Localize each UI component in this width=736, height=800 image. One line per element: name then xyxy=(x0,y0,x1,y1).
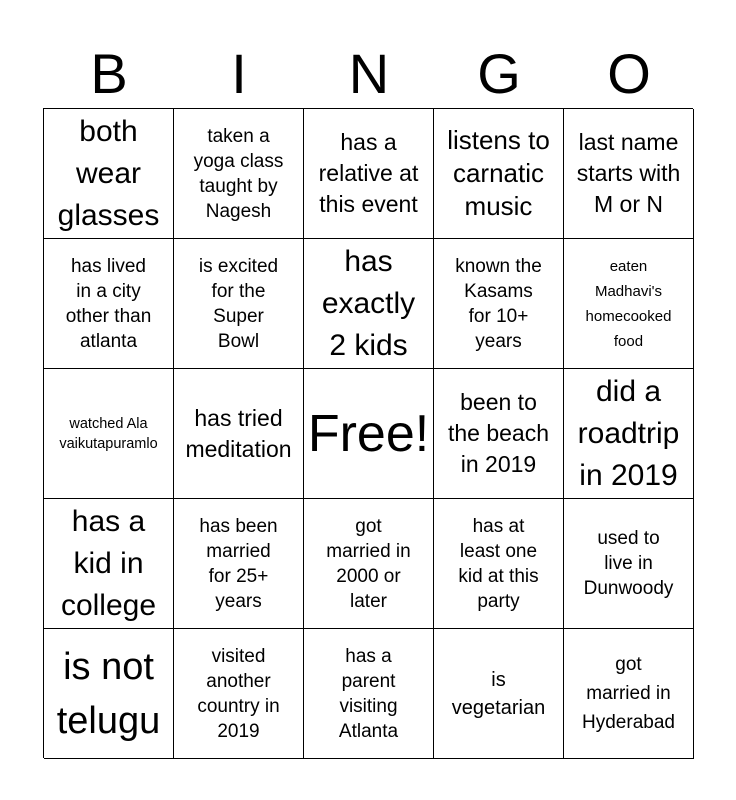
bingo-cell-r5-c2[interactable] xyxy=(174,629,304,759)
cell-text: visited another country in 2019 xyxy=(197,645,280,742)
header-letter-o: O xyxy=(607,42,651,105)
bingo-cell-r3-c2[interactable] xyxy=(174,369,304,499)
bingo-header xyxy=(44,40,694,108)
cell-text: got married in 2000 or later xyxy=(326,515,411,612)
cell-text: has been married for 25+ years xyxy=(199,515,278,612)
cell-text: last name starts with M or N xyxy=(576,129,681,217)
bingo-cell-r2-c3[interactable] xyxy=(304,239,434,369)
cell-text: both wear glasses xyxy=(57,114,160,232)
bingo-cell-r5-c5[interactable] xyxy=(564,629,694,759)
bingo-cell-r1-c4[interactable] xyxy=(434,109,564,239)
header-letter-g: G xyxy=(477,42,521,105)
bingo-cell-r4-c4[interactable] xyxy=(434,499,564,629)
bingo-cell-r1-c3[interactable] xyxy=(304,109,434,239)
bingo-cell-r2-c5[interactable] xyxy=(564,239,694,369)
bingo-cell-r3-c4[interactable] xyxy=(434,369,564,499)
cell-text: taken a yoga class taught by Nagesh xyxy=(193,125,284,222)
cell-text: used to live in Dunwoody xyxy=(583,528,674,599)
cell-text: has a kid in college xyxy=(60,504,157,622)
bingo-card-grid xyxy=(43,108,693,758)
header-letter-i: I xyxy=(231,42,247,105)
cell-text: has exactly 2 kids xyxy=(321,244,416,362)
cell-text: eaten Madhavi's homecooked food xyxy=(585,257,672,350)
header-letter-b: B xyxy=(90,42,128,105)
cell-text: has a parent visiting Atlanta xyxy=(338,645,399,742)
bingo-cell-r1-c2[interactable] xyxy=(174,109,304,239)
cell-text: has at least one kid at this party xyxy=(458,515,539,612)
bingo-cell-r4-c1[interactable] xyxy=(44,499,174,629)
cell-text: been to the beach in 2019 xyxy=(447,389,550,477)
free-space-text: Free! xyxy=(307,404,430,463)
cell-text: is not telugu xyxy=(56,645,161,742)
cell-text: is vegetarian xyxy=(451,668,546,719)
bingo-cell-r5-c3[interactable] xyxy=(304,629,434,759)
bingo-cell-r1-c1[interactable] xyxy=(44,109,174,239)
header-letter-n: N xyxy=(348,42,390,105)
cell-text: got married in Hyderabad xyxy=(582,654,675,733)
cell-text: watched Ala vaikutapuramlo xyxy=(59,415,158,452)
bingo-cell-r5-c4[interactable] xyxy=(434,629,564,759)
bingo-cell-r3-c3[interactable] xyxy=(304,369,434,499)
cell-text: has lived in a city other than atlanta xyxy=(65,255,152,352)
bingo-cell-r4-c2[interactable] xyxy=(174,499,304,629)
bingo-cell-r3-c1[interactable] xyxy=(44,369,174,499)
bingo-cell-r4-c3[interactable] xyxy=(304,499,434,629)
bingo-cell-r5-c1[interactable] xyxy=(44,629,174,759)
cell-text: known the Kasams for 10+ years xyxy=(455,255,542,352)
cell-text: listens to carnatic music xyxy=(447,125,550,221)
cell-text: did a roadtrip in 2019 xyxy=(577,374,680,492)
bingo-cell-r2-c2[interactable] xyxy=(174,239,304,369)
bingo-cell-r4-c5[interactable] xyxy=(564,499,694,629)
bingo-cell-r2-c1[interactable] xyxy=(44,239,174,369)
cell-text: has a relative at this event xyxy=(318,129,419,217)
cell-text: is excited for the Super Bowl xyxy=(198,255,279,352)
cell-text: has tried meditation xyxy=(185,404,292,462)
bingo-cell-r1-c5[interactable] xyxy=(564,109,694,239)
bingo-cell-r3-c5[interactable] xyxy=(564,369,694,499)
bingo-cell-r2-c4[interactable] xyxy=(434,239,564,369)
